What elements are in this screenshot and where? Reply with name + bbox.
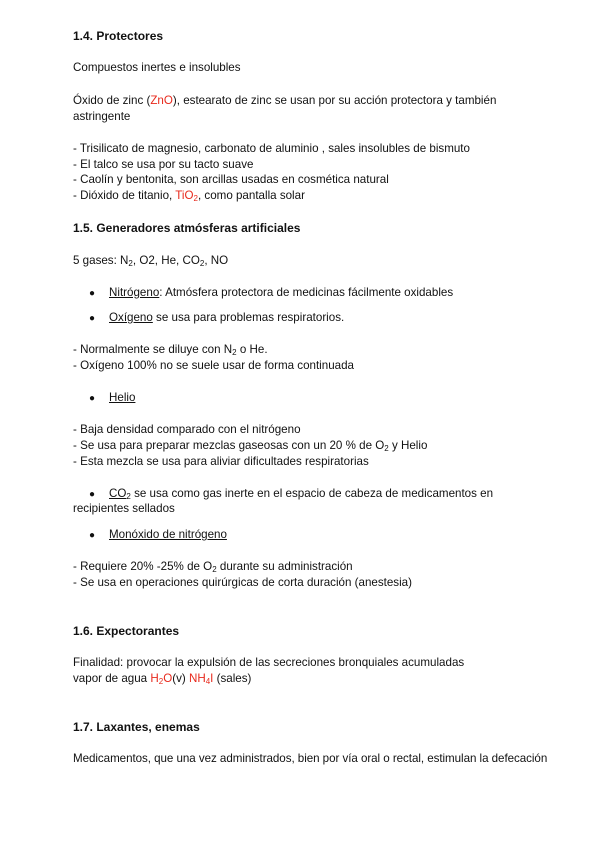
paragraph: Compuestos inertes e insolubles (73, 61, 241, 74)
section-heading-protectores: 1.4. Protectores (73, 29, 164, 43)
section-heading-expectorantes: 1.6. Expectorantes (73, 624, 180, 638)
paragraph: Óxido de zinc (ZnO), estearato de zinc se usan por su acción protectora y también (73, 94, 497, 107)
list-item-nitrogeno: Nitrógeno: Atmósfera protectora de medicinas fácilmente oxidables (109, 286, 454, 299)
list-item-monoxido: Monóxido de nitrógeno (109, 528, 227, 541)
bullet-icon: ● (89, 489, 96, 500)
list-line: - Normalmente se diluye con $N_2$ o He. (73, 343, 268, 357)
paragraph: Medicamentos, que una vez administrados, bien por vía oral o rectal, estimulan la defecación (73, 752, 548, 765)
bullet-icon: ● (89, 393, 96, 404)
list-item-helio: Helio (109, 391, 136, 404)
list-line: - Baja densidad comparado con el nitrógeno (73, 423, 301, 436)
section-heading-generadores: 1.5. Generadores atmósferas artificiales (73, 221, 301, 235)
list-line: - Oxígeno 100% no se suele usar de forma continuada (73, 359, 355, 372)
formula-nh4i: $NH_4I$ (188, 672, 214, 686)
list-line: - Trisilicato de magnesio, carbonato de aluminio , sales insolubles de bismuto (73, 142, 470, 155)
list-line: - Requiere 20% -25% de $O_2$ durante su administración (73, 560, 353, 574)
list-line: - Esta mezcla se usa para aliviar dificultades respiratorias (73, 455, 369, 468)
list-item-continuation: recipientes sellados (73, 502, 175, 515)
list-line: - Se usa para preparar mezclas gaseosas con un 20 % de $O_2$ y Helio (73, 439, 428, 453)
bullet-icon: ● (89, 313, 96, 324)
bullet-icon: ● (89, 288, 96, 299)
paragraph: 5 gases: $N_2$, O2, He, $CO_2$, NO (73, 254, 229, 268)
list-item-co2: $CO_2$ se usa como gas inerte en el espacio de cabeza de medicamentos en (109, 487, 494, 501)
formula-zno: ZnO (150, 94, 173, 107)
list-line: - El talco se usa por su tacto suave (73, 158, 254, 171)
bullet-icon: ● (89, 530, 96, 541)
list-line: - Caolín y bentonita, son arcillas usadas en cosmética natural (73, 173, 389, 186)
section-heading-laxantes: 1.7. Laxantes, enemas (73, 720, 200, 734)
formula-tio2: TiO$_2$ (175, 189, 198, 203)
list-item-oxigeno: Oxígeno se usa para problemas respiratorios. (109, 311, 345, 324)
formula-h2o: $H_2O$ (150, 672, 173, 686)
paragraph: Finalidad: provocar la expulsión de las secreciones bronquiales acumuladas (73, 656, 465, 669)
paragraph-continuation: astringente (73, 110, 131, 123)
list-line: - Dióxido de titanio, TiO$_2$, como pantalla solar (73, 189, 305, 203)
list-line: - Se usa en operaciones quirúrgicas de corta duración (anestesia) (73, 576, 412, 589)
paragraph: vapor de agua $H_2O(v)$ $NH_4I$ (sales) (73, 672, 252, 686)
